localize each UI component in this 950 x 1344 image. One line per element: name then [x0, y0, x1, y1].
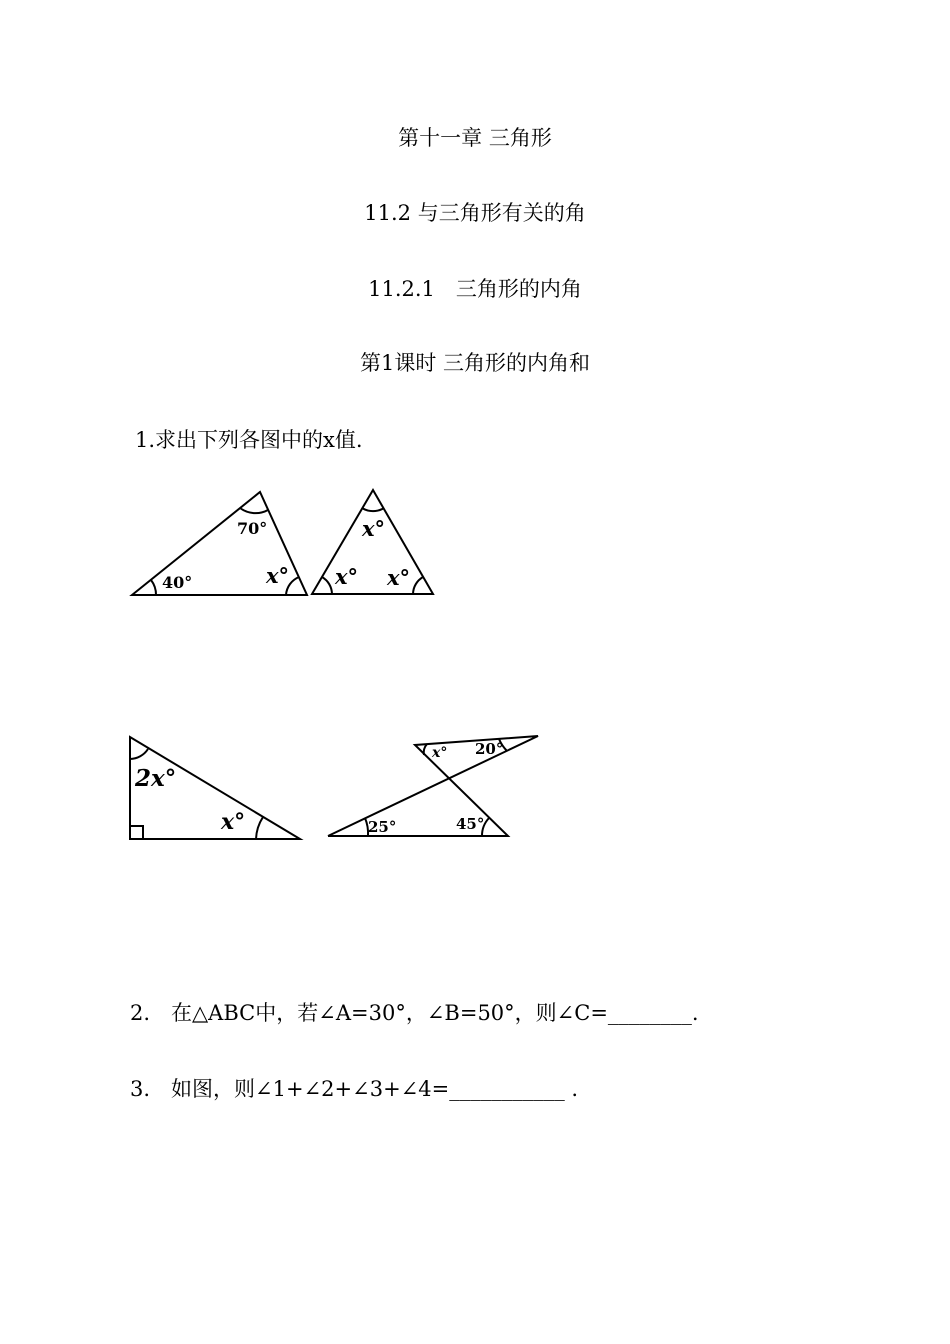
fig1-angle-right-label: x°: [266, 563, 290, 588]
fig4-angle-bottom-left-label: 25°: [368, 818, 397, 836]
fig2-angle-right-label: x°: [387, 565, 411, 590]
fig2-angle-top-label: x°: [362, 516, 386, 541]
question-1-text: 1.求出下列各图中的x值.: [135, 428, 363, 452]
chapter-title: 第十一章 三角形: [398, 126, 552, 150]
fig1-angle-left-label: 40°: [162, 573, 193, 592]
fig4-angle-top-left-label: x°: [432, 745, 448, 761]
question-3-text: 3. 如图，则∠1+∠2+∠3+∠4=___________ .: [130, 1077, 579, 1101]
fig1-angle-top-label: 70°: [237, 519, 268, 538]
fig4-angle-top-right-label: 20°: [475, 740, 504, 758]
question-2-text: 2. 在△ABC中，若∠A=30°，∠B=50°，则∠C=________.: [130, 1001, 699, 1025]
fig2-angle-left-label: x°: [335, 564, 359, 589]
fig3-angle-right-label: x°: [221, 809, 246, 835]
triangle-figure-2: [312, 490, 433, 594]
subsection-title: 11.2.1 三角形的内角: [368, 277, 582, 301]
fig3-angle-top-label: 2x°: [135, 765, 177, 792]
lesson-title: 第1课时 三角形的内角和: [359, 351, 591, 375]
section-title: 11.2 与三角形有关的角: [364, 201, 586, 225]
fig4-angle-bottom-right-label: 45°: [456, 815, 485, 833]
